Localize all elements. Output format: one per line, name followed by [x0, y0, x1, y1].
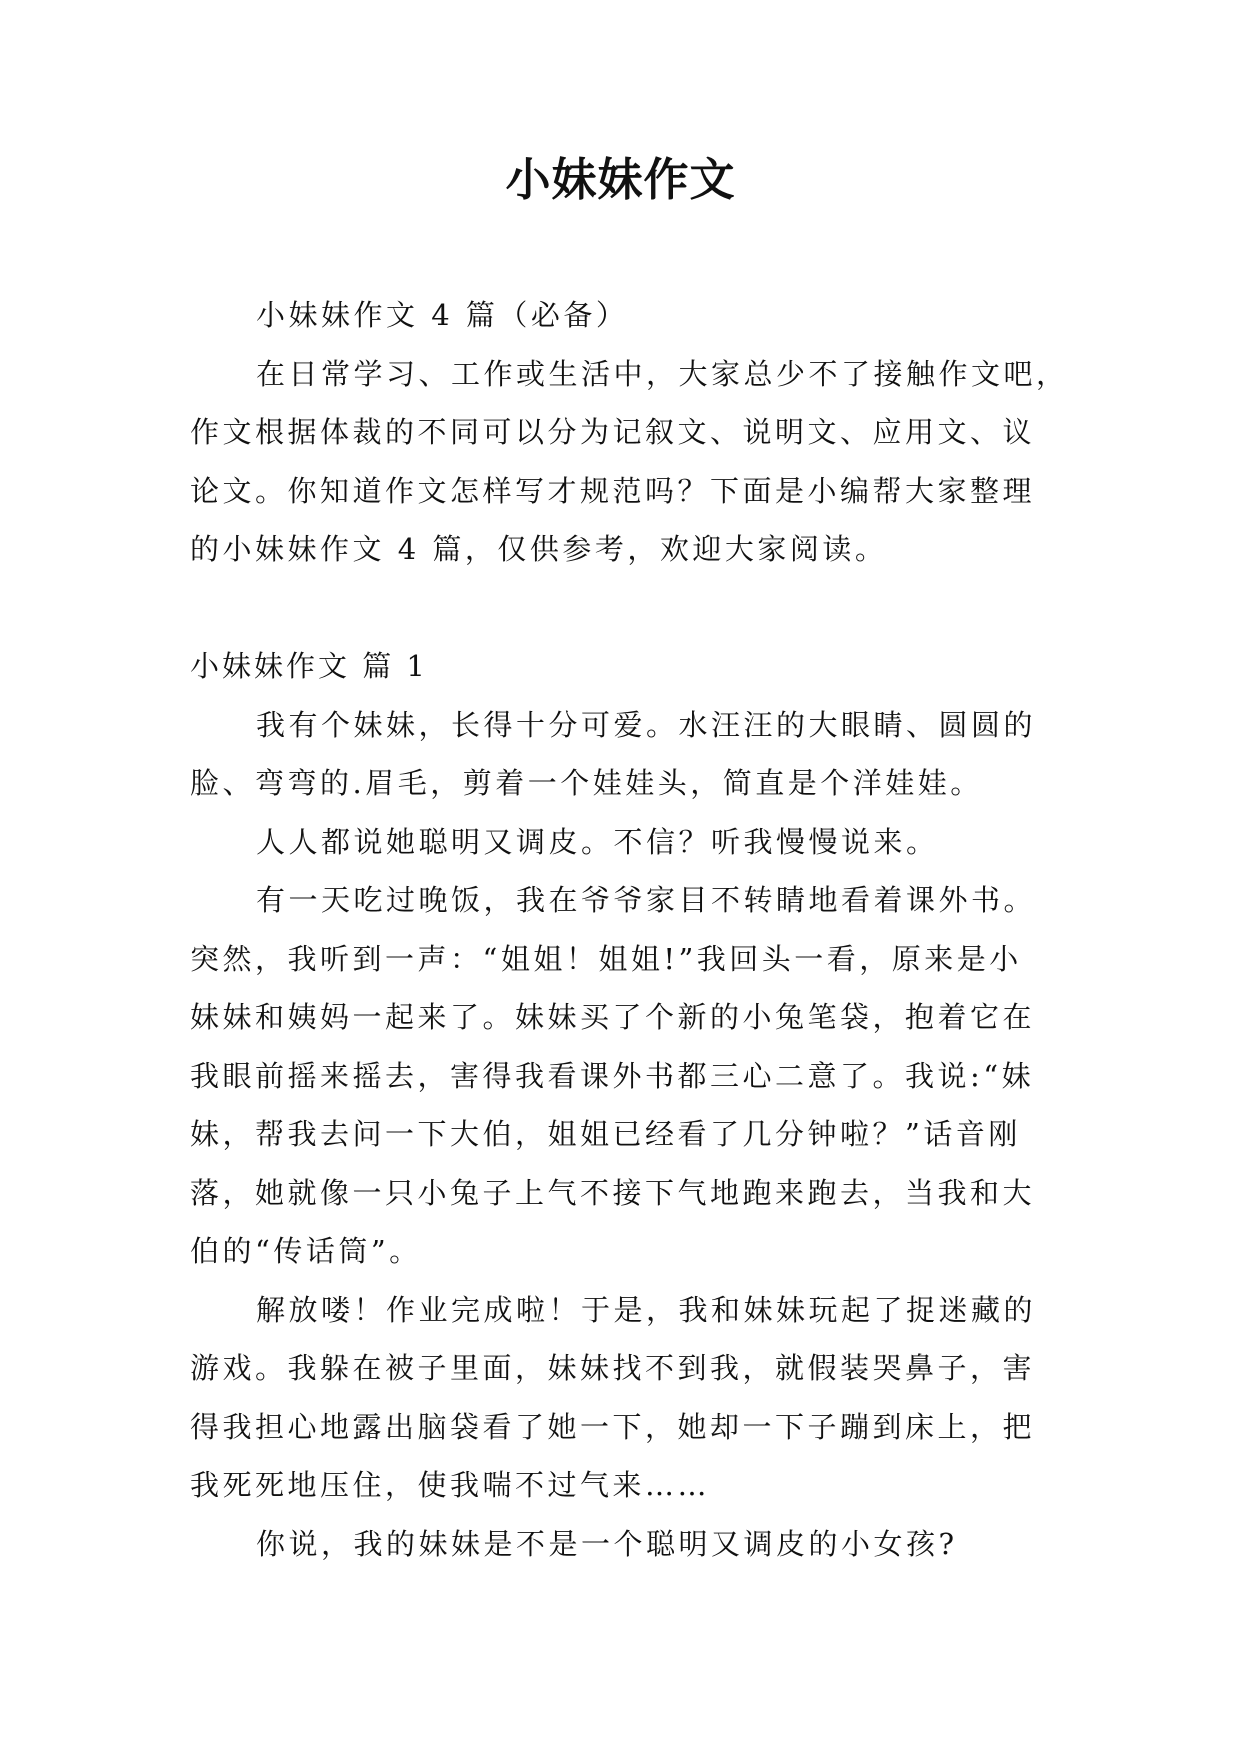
paragraph-line: 人人都说她聪明又调皮。不信？听我慢慢说来。 — [256, 824, 939, 859]
paragraph-line: 你说，我的妹妹是不是一个聪明又调皮的小女孩? — [256, 1526, 958, 1561]
paragraph-line: 有一天吃过晚饭，我在爷爷家目不转睛地看着课外书。 — [256, 883, 1037, 917]
intro-line: 在日常学习、工作或生活中，大家总少不了接触作文吧， — [256, 356, 1069, 391]
paragraph-5 — [190, 1515, 1070, 1574]
section-spacer — [190, 579, 1070, 638]
paragraph-4 — [190, 1281, 1070, 1515]
paragraph-line: 伯的“传话筒”。 — [190, 1234, 422, 1268]
intro-paragraph — [190, 345, 1070, 579]
section-heading: 小妹妹作文 篇 1 — [190, 649, 428, 683]
paragraph-line: 解放喽！作业完成啦！于是，我和妹妹玩起了捉迷藏的 — [256, 1292, 1037, 1327]
paragraph-line: 我眼前摇来摇去，害得我看课外书都三心二意了。我说:“妹 — [190, 1058, 1035, 1093]
paragraph-line: 落，她就像一只小兔子上气不接下气地跑来跑去，当我和大 — [190, 1175, 1036, 1210]
paragraph-line: 妹妹和姨妈一起来了。妹妹买了个新的小兔笔袋，抱着它在 — [190, 1000, 1036, 1034]
paragraph-line: 游戏。我躲在被子里面，妹妹找不到我，就假装哭鼻子，害 — [190, 1351, 1036, 1385]
paragraph-line: 我死死地压住，使我喘不过气来…… — [190, 1468, 711, 1502]
paragraph-1 — [190, 696, 1070, 813]
intro-line: 的小妹妹作文 4 篇，仅供参考，欢迎大家阅读。 — [190, 532, 888, 566]
paragraph-line: 得我担心地露出脑袋看了她一下，她却一下子蹦到床上，把 — [190, 1409, 1036, 1444]
document-body — [190, 286, 1070, 1573]
document-subtitle: 小妹妹作文 4 篇（必备） — [256, 298, 629, 332]
paragraph-line: 突然，我听到一声：“姐姐！姐姐!”我回头一看，原来是小 — [190, 941, 1022, 976]
intro-line: 论文。你知道作文怎样写才规范吗？下面是小编帮大家整理 — [190, 473, 1036, 508]
paragraph-line: 妹，帮我去问一下大伯，姐姐已经看了几分钟啦？”话音刚 — [190, 1117, 1021, 1151]
paragraph-3 — [190, 871, 1070, 1281]
document-title: 小妹妹作文 — [505, 153, 736, 206]
paragraph-2 — [190, 813, 1070, 872]
intro-line: 作文根据体裁的不同可以分为记叙文、说明文、应用文、议 — [190, 415, 1036, 449]
paragraph-line: 脸、弯弯的.眉毛，剪着一个娃娃头，简直是个洋娃娃。 — [190, 766, 983, 800]
paragraph-line: 我有个妹妹，长得十分可爱。水汪汪的大眼睛、圆圆的 — [256, 707, 1037, 742]
